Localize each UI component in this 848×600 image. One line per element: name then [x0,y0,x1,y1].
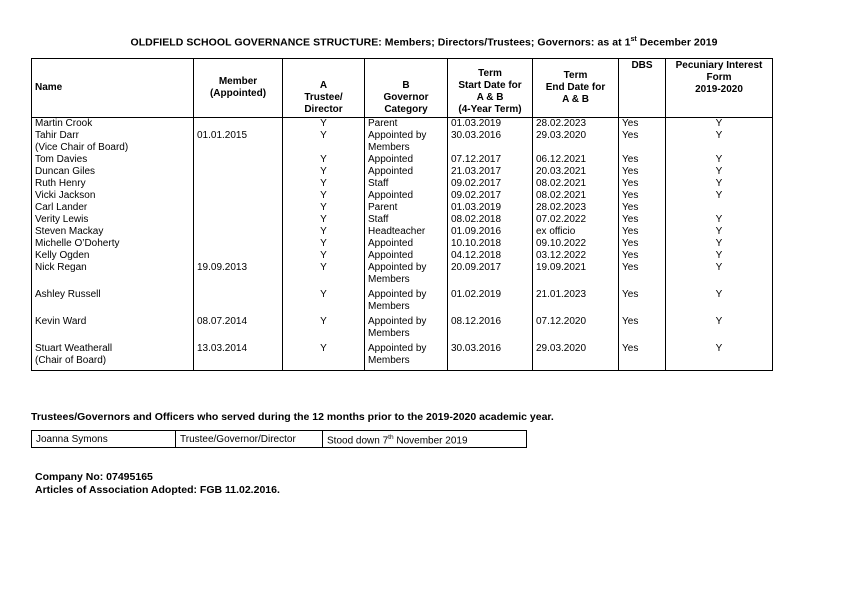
prior-table [31,430,527,448]
cell-name: Martin Crook [32,118,194,131]
cell-pecuniary: Y [666,154,773,166]
cell-trustee: Y [283,262,365,289]
table-row [32,238,773,250]
prior-name: Joanna Symons [32,431,176,448]
cell-term-end: 09.10.2022 [533,238,619,250]
page-title: OLDFIELD SCHOOL GOVERNANCE STRUCTURE: Members; Directors/Trustees; Governors: as at 1st December 2019 [130,36,718,49]
cell-dbs: Yes [619,178,666,190]
table-row [32,202,773,214]
cell-term-start: 20.09.2017 [448,262,533,289]
cell-member: 19.09.2013 [194,262,283,289]
cell-term-start: 01.09.2016 [448,226,533,238]
cell-category: Staff [365,178,448,190]
header-trustee: A Trustee/ Director [283,59,365,118]
table-row [32,343,773,371]
cell-pecuniary: Y [666,178,773,190]
cell-term-end: 07.02.2022 [533,214,619,226]
cell-dbs: Yes [619,118,666,131]
cell-dbs: Yes [619,154,666,166]
cell-trustee: Y [283,202,365,214]
cell-name: Ruth Henry [32,178,194,190]
cell-member: 08.07.2014 [194,316,283,343]
header-member: Member (Appointed) [194,59,283,118]
cell-trustee: Y [283,289,365,316]
prior-role: Trustee/Governor/Director [176,431,323,448]
cell-name: Kelly Ogden [32,250,194,262]
cell-member: 13.03.2014 [194,343,283,371]
cell-pecuniary: Y [666,316,773,343]
table-header-row [32,59,773,118]
cell-dbs: Yes [619,250,666,262]
cell-member [194,166,283,178]
cell-term-start: 01.03.2019 [448,118,533,131]
cell-pecuniary: Y [666,130,773,154]
cell-dbs: Yes [619,238,666,250]
cell-pecuniary: Y [666,343,773,371]
header-term-end: Term End Date for A & B [533,59,619,118]
cell-pecuniary: Y [666,250,773,262]
cell-member [194,202,283,214]
cell-member [194,178,283,190]
cell-name: Vicki Jackson [32,190,194,202]
cell-name: Steven Mackay [32,226,194,238]
cell-term-end: 28.02.2023 [533,118,619,131]
cell-dbs: Yes [619,226,666,238]
header-dbs: DBS [619,59,666,118]
cell-category: Appointed [365,154,448,166]
cell-term-start: 09.02.2017 [448,178,533,190]
cell-name: Tom Davies [32,154,194,166]
articles-of-association: Articles of Association Adopted: FGB 11.02.2016. [35,484,280,496]
table-row [32,118,773,131]
table-row [32,154,773,166]
header-name: Name [32,59,194,118]
cell-member [194,190,283,202]
cell-term-end: 20.03.2021 [533,166,619,178]
table-row [32,289,773,316]
table-row [32,166,773,178]
cell-dbs: Yes [619,202,666,214]
cell-term-end: 08.02.2021 [533,190,619,202]
cell-category: Appointed by Members [365,262,448,289]
cell-pecuniary: Y [666,262,773,289]
cell-category: Appointed [365,238,448,250]
cell-name: Kevin Ward [32,316,194,343]
cell-term-start: 21.03.2017 [448,166,533,178]
cell-name: Michelle O’Doherty [32,238,194,250]
table-row [32,130,773,154]
cell-category: Headteacher [365,226,448,238]
cell-dbs: Yes [619,262,666,289]
cell-name: Nick Regan [32,262,194,289]
cell-term-end: ex officio [533,226,619,238]
cell-category: Appointed [365,190,448,202]
cell-member [194,250,283,262]
cell-dbs: Yes [619,166,666,178]
header-governor-category: B Governor Category [365,59,448,118]
cell-name: Tahir Darr (Vice Chair of Board) [32,130,194,154]
cell-term-start: 30.03.2016 [448,343,533,371]
cell-name: Duncan Giles [32,166,194,178]
cell-pecuniary: Y [666,190,773,202]
cell-name: Ashley Russell [32,289,194,316]
cell-trustee: Y [283,154,365,166]
cell-dbs: Yes [619,190,666,202]
cell-name: Verity Lewis [32,214,194,226]
cell-dbs: Yes [619,289,666,316]
cell-dbs: Yes [619,214,666,226]
cell-pecuniary: Y [666,118,773,131]
cell-term-start: 01.03.2019 [448,202,533,214]
table-row [32,178,773,190]
table-row [32,226,773,238]
cell-pecuniary: Y [666,166,773,178]
cell-pecuniary [666,202,773,214]
governance-table [31,58,773,371]
cell-member [194,118,283,131]
cell-term-start: 09.02.2017 [448,190,533,202]
cell-category: Parent [365,118,448,131]
cell-dbs: Yes [619,343,666,371]
table-row [32,262,773,289]
cell-category: Appointed by Members [365,316,448,343]
cell-name: Stuart Weatherall (Chair of Board) [32,343,194,371]
header-pecuniary: Pecuniary Interest Form 2019-2020 [666,59,773,118]
cell-member [194,289,283,316]
cell-term-start: 08.02.2018 [448,214,533,226]
cell-term-start: 08.12.2016 [448,316,533,343]
cell-term-end: 28.02.2023 [533,202,619,214]
cell-member: 01.01.2015 [194,130,283,154]
cell-category: Appointed by Members [365,343,448,371]
cell-category: Appointed by Members [365,130,448,154]
company-info [35,471,280,497]
cell-term-end: 07.12.2020 [533,316,619,343]
table-row [32,250,773,262]
cell-pecuniary: Y [666,226,773,238]
cell-pecuniary: Y [666,289,773,316]
cell-pecuniary: Y [666,214,773,226]
cell-trustee: Y [283,178,365,190]
table-row [32,431,527,448]
cell-trustee: Y [283,118,365,131]
prior-note: Stood down 7th November 2019 [323,431,527,448]
cell-pecuniary: Y [666,238,773,250]
cell-category: Appointed [365,166,448,178]
cell-name: Carl Lander [32,202,194,214]
cell-member [194,238,283,250]
cell-trustee: Y [283,316,365,343]
cell-trustee: Y [283,343,365,371]
company-number: Company No: 07495165 [35,471,153,483]
cell-dbs: Yes [619,130,666,154]
table-row [32,316,773,343]
cell-trustee: Y [283,250,365,262]
cell-term-end: 06.12.2021 [533,154,619,166]
cell-dbs: Yes [619,316,666,343]
cell-trustee: Y [283,226,365,238]
cell-category: Appointed by Members [365,289,448,316]
cell-term-end: 29.03.2020 [533,343,619,371]
table-row [32,214,773,226]
cell-trustee: Y [283,190,365,202]
cell-member [194,154,283,166]
cell-term-end: 29.03.2020 [533,130,619,154]
cell-term-start: 01.02.2019 [448,289,533,316]
cell-trustee: Y [283,166,365,178]
cell-member [194,226,283,238]
cell-term-end: 19.09.2021 [533,262,619,289]
cell-trustee: Y [283,130,365,154]
cell-term-end: 08.02.2021 [533,178,619,190]
cell-term-start: 04.12.2018 [448,250,533,262]
cell-term-start: 07.12.2017 [448,154,533,166]
cell-term-start: 10.10.2018 [448,238,533,250]
prior-section-title: Trustees/Governors and Officers who served during the 12 months prior to the 2019-2020 academic year. [31,411,554,423]
header-term-start: Term Start Date for A & B (4-Year Term) [448,59,533,118]
table-row [32,190,773,202]
cell-category: Staff [365,214,448,226]
cell-category: Parent [365,202,448,214]
cell-category: Appointed [365,250,448,262]
cell-trustee: Y [283,238,365,250]
cell-trustee: Y [283,214,365,226]
cell-member [194,214,283,226]
cell-term-end: 21.01.2023 [533,289,619,316]
cell-term-start: 30.03.2016 [448,130,533,154]
cell-term-end: 03.12.2022 [533,250,619,262]
